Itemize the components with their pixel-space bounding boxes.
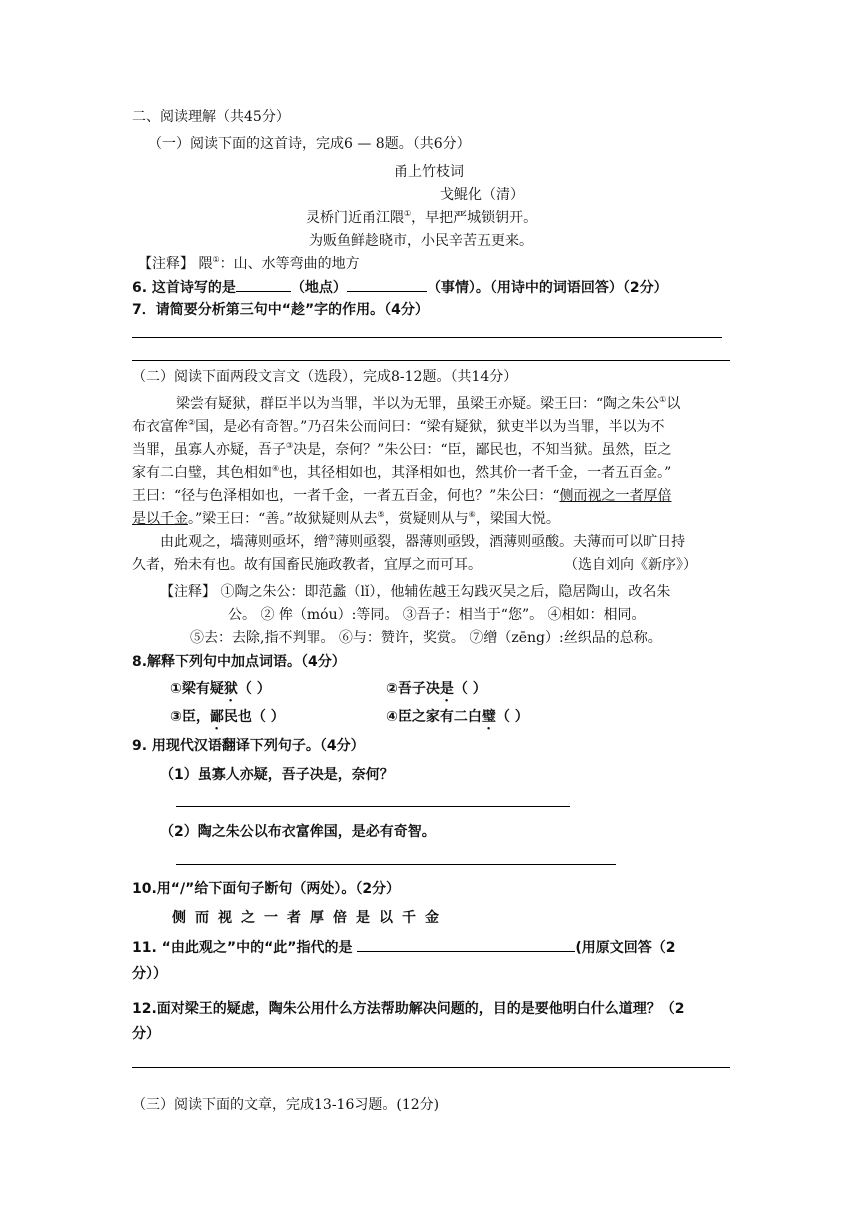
answer-blank-event[interactable] [347,277,427,292]
answer-slot[interactable]: （ ） [495,709,529,725]
answer-line-q9-1[interactable] [176,806,570,807]
passage-text: 当罪，虽寡人亦疑，吾子 [132,442,286,458]
passage-text: 。”梁王曰：“善。”故狱疑则从去 [188,511,378,527]
poem-note [138,254,360,274]
underlined-sentence: 是以千金 [132,511,188,527]
question-6-text-b: （地点） [290,280,347,296]
passage-notes-line-3: ⑤去：去除,指不判罪。 ⑥与：赞许，奖赏。 ⑦缯（zēng）:丝织品的总称。 [190,630,662,646]
part1-intro: （一）阅读下面的这首诗，完成6 — 8题。（共6分） [148,136,471,152]
footnote-mark: ④ [272,464,280,473]
question-7: 7．请简要分析第三句中“趁”字的作用。（4分） [132,302,429,318]
item-text: ②吾子决 [386,681,440,697]
passage-text: 梁尝有疑狱，群臣半以为当罪，半以为无罪，虽梁王亦疑。梁王曰：“陶之朱公 [176,396,660,412]
dotted-word: 狱 [223,681,238,697]
question-8-item-2 [386,679,487,705]
passage-text: 也，其径相如也，其泽相如也，然其价一者千金，一者五百金。” [279,465,672,481]
question-9-item-2: （2）陶之朱公以布衣富侔国，是必有奇智。 [160,824,436,840]
footnote-mark: ⑦ [328,533,336,542]
part3-intro: （三）阅读下面的文章，完成13-16习题。(12分) [132,1097,440,1113]
question-11-text-a: 11. “由此观之”中的“此”指代的是 [132,940,353,956]
note-label: 【注释】 [138,256,194,272]
passage-1-line-3 [132,440,672,460]
passage-1-line-4 [132,463,671,483]
note-text-b: ：山、水等弯曲的地方 [219,256,360,272]
dotted-word: 是 [439,681,454,697]
answer-blank-location[interactable] [236,277,291,292]
passage-source: （选自刘向《新序》） [564,557,697,573]
poem-line-1 [306,208,537,228]
poem-title: 甬上竹枝词 [394,164,464,180]
part2-intro: （二）阅读下面两段文言文（选段），完成8-12题。（共14分） [132,369,518,385]
question-6-text-a: 6. 这首诗写的是 [132,280,236,296]
passage-notes-line-2: 公。 ② 侔（móu）:等同。 ③吾子：相当于“您”。 ④相如：相同。 [228,607,646,623]
question-11-cont: 分）） [132,966,167,982]
answer-line-q12[interactable] [132,1067,730,1068]
question-12: 12.面对梁王的疑虑，陶朱公用什么方法帮助解决问题的，目的是要他明白什么道理？（2 [132,1001,685,1017]
answer-blank-q11[interactable] [357,937,575,952]
passage-1-line-5 [132,486,671,506]
dotted-word: 鄙 [209,709,224,725]
question-9-item-1: （1）虽寡人亦疑，吾子决是，奈何？ [160,767,394,783]
answer-line-q7-2[interactable] [132,360,730,361]
question-11 [132,937,676,958]
footnote-mark: ① [659,395,667,404]
poem-line-1-text-b: ，早把严城锁钥开。 [411,210,538,226]
footnote-mark: ① [404,209,412,218]
answer-line-q9-2[interactable] [176,864,616,865]
question-8-item-3 [170,707,285,733]
footnote-mark: ② [188,418,196,427]
dotted-word: 璧 [481,709,496,725]
passage-text: 国，是必有奇智。”乃召朱公而问曰：“梁有疑狱，狱吏半以为当罪，半以为不 [195,419,665,435]
passage-2-line-1 [160,532,685,552]
question-6-text-c: （事情）。（用诗中的词语回答）（2分） [426,280,668,296]
passage-2-line-2: 久者，殆未有也。故有国畜民施政教者，宜厚之而可耳。 [132,557,482,573]
question-10: 10.用“/”给下面句子断句（两处）。（2分） [132,881,401,897]
passage-1-line-1 [176,394,680,414]
section-heading: 二、阅读理解（共45分） [132,109,290,125]
note-text-a: 隈 [198,256,213,272]
answer-line-q7[interactable] [132,337,722,338]
question-11-text-b: (用原文回答（2 [575,940,676,956]
question-8-item-4 [386,707,529,733]
passage-text: ，赏疑则从与 [384,511,469,527]
question-12-cont: 分） [132,1026,160,1042]
footnote-mark: ⑤ [377,510,385,519]
answer-slot[interactable]: （ ） [237,681,271,697]
passage-text: 家有二白璧，其色相如 [132,465,272,481]
item-text: ③臣， [170,709,210,725]
footnote-mark: ③ [286,441,294,450]
question-10-sentence: 侧而视之一者厚倍是以千金 [172,910,448,926]
passage-text: 王曰：“径与色泽相如也，一者千金，一者五百金，何也？”朱公曰：“ [132,488,560,504]
passage-text: 以 [666,396,681,412]
question-9: 9. 用现代汉语翻译下列句子。（4分） [132,738,365,754]
footnote-mark: ⑥ [468,510,476,519]
passage-1-line-2 [132,417,664,437]
passage-1-line-6 [132,509,560,529]
passage-text: 布衣富侔 [132,419,188,435]
answer-slot[interactable]: 民也（ ） [223,709,285,725]
passage-text: 决是，奈何？”朱公曰：“臣，鄙民也，不知当狱。虽然，臣之 [293,442,672,458]
question-8-item-1 [170,679,271,705]
poem-line-1-text-a: 灵桥门近甬江隈 [306,210,404,226]
item-text: ④臣之家有二白 [386,709,482,725]
passage-notes-line-1: 【注释】 ①陶之朱公：即范蠡（lǐ），他辅佐越王勾践灭吴之后，隐居陶山，改名朱 [160,584,671,600]
question-6 [132,277,668,298]
poem-author: 戈鲲化（清） [440,187,524,203]
item-text: ①梁有疑 [170,681,224,697]
answer-slot[interactable]: （ ） [453,681,487,697]
footnote-mark: ① [212,255,220,264]
poem-line-2: 为贩鱼鲜趁晓市，小民辛苦五更来。 [309,233,533,249]
underlined-sentence: 侧而视之一者厚倍 [559,488,672,504]
passage-text: ，梁国大悦。 [475,511,560,527]
question-8: 8.解释下列句中加点词语。（4分） [132,654,346,670]
passage-text: 由此观之，墙薄则亟坏，缯 [160,534,328,550]
passage-text: 薄则亟裂，器薄则亟毁，酒薄则亟酸。夫薄而可以旷日持 [335,534,686,550]
